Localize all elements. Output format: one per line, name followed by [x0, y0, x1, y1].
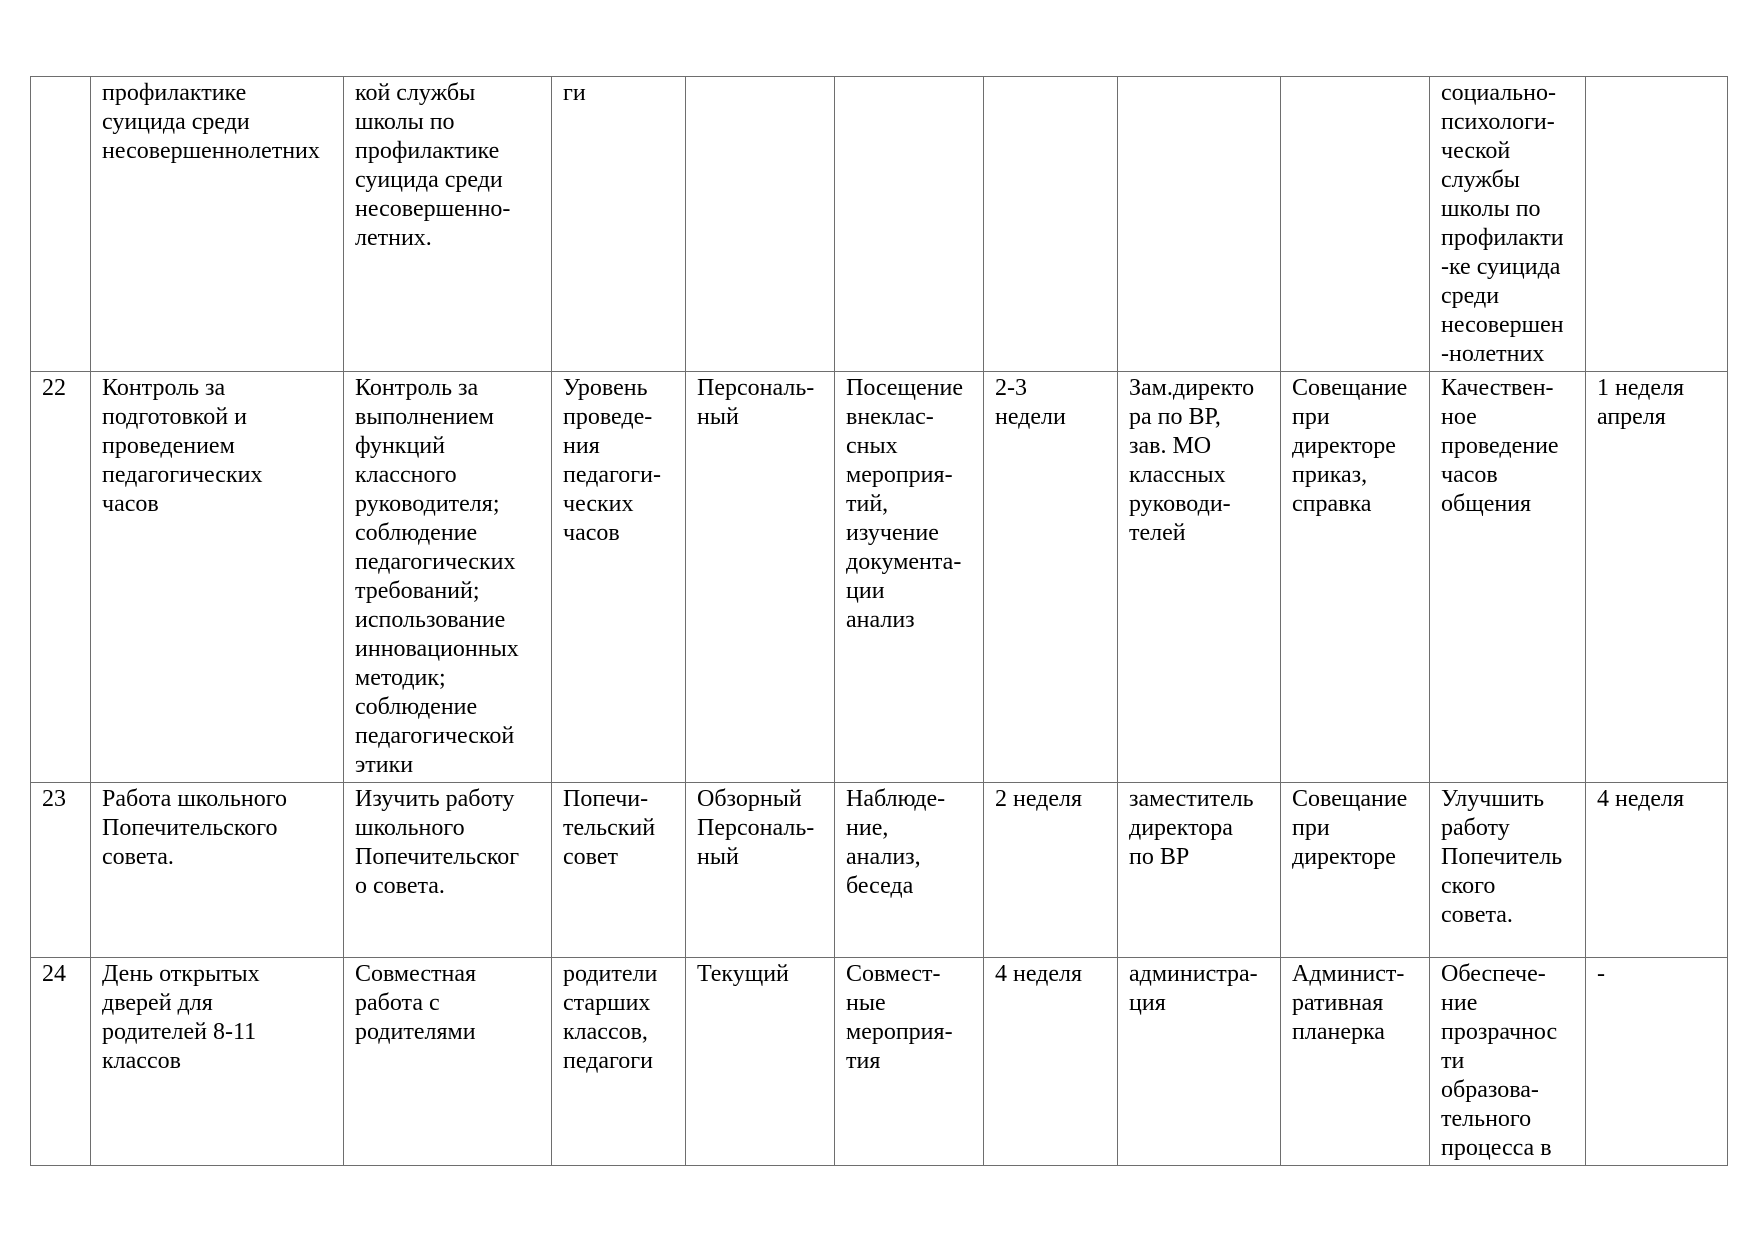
responsible-cell — [1118, 77, 1281, 372]
control-topic-cell: День открытых дверей для родителей 8-11 классов — [91, 958, 344, 1166]
control-type-cell: Обзорный Персональ- ный — [686, 783, 835, 958]
control-object-cell: Попечи- тельский совет — [552, 783, 686, 958]
table-row — [31, 77, 1728, 372]
control-methods-cell: Посещение внеклас- сных мероприя- тий, изучение документа- ции анализ — [835, 372, 984, 783]
control-goal-cell: Изучить работу школьного Попечительског о совета. — [344, 783, 552, 958]
deadline-cell: 4 неделя — [1586, 783, 1728, 958]
result-form-cell: Совещание при директоре — [1281, 783, 1430, 958]
deadline-cell — [1586, 77, 1728, 372]
control-methods-cell: Наблюде- ние, анализ, беседа — [835, 783, 984, 958]
control-period-cell: 2 неделя — [984, 783, 1118, 958]
row-number-cell: 22 — [31, 372, 91, 783]
result-form-cell — [1281, 77, 1430, 372]
deadline-cell: 1 неделя апреля — [1586, 372, 1728, 783]
control-type-cell: Персональ- ный — [686, 372, 835, 783]
control-period-cell: 2-3 недели — [984, 372, 1118, 783]
control-period-cell: 4 неделя — [984, 958, 1118, 1166]
control-methods-cell — [835, 77, 984, 372]
table-row — [31, 958, 1728, 1166]
control-type-cell — [686, 77, 835, 372]
row-number-cell: 24 — [31, 958, 91, 1166]
table-row — [31, 783, 1728, 958]
control-object-cell: ги — [552, 77, 686, 372]
responsible-cell: администра- ция — [1118, 958, 1281, 1166]
control-methods-cell: Совмест- ные мероприя- тия — [835, 958, 984, 1166]
responsible-cell: заместитель директора по ВР — [1118, 783, 1281, 958]
control-goal-cell: Совместная работа с родителями — [344, 958, 552, 1166]
control-type-cell: Текущий — [686, 958, 835, 1166]
result-form-cell: Совещание при директоре приказ, справка — [1281, 372, 1430, 783]
control-topic-cell: Работа школьного Попечительского совета. — [91, 783, 344, 958]
expected-result-cell: социально- психологи- ческой службы школы по профилакти -ке суицида среди несовершен -нолетних — [1430, 77, 1586, 372]
result-form-cell: Админист- ративная планерка — [1281, 958, 1430, 1166]
deadline-cell: - — [1586, 958, 1728, 1166]
control-period-cell — [984, 77, 1118, 372]
table-row — [31, 372, 1728, 783]
control-goal-cell: Контроль за выполнением функций классного руководителя; соблюдение педагогических требований; использование инновационных методик; соблюдение педагогической этики — [344, 372, 552, 783]
control-object-cell: Уровень проведе- ния педагоги- ческих часов — [552, 372, 686, 783]
control-topic-cell: Контроль за подготовкой и проведением педагогических часов — [91, 372, 344, 783]
control-topic-cell: профилактике суицида среди несовершеннолетних — [91, 77, 344, 372]
control-object-cell: родители старших классов, педагоги — [552, 958, 686, 1166]
responsible-cell: Зам.директо ра по ВР, зав. МО классных руководи- телей — [1118, 372, 1281, 783]
control-plan-table — [30, 76, 1728, 1166]
row-number-cell — [31, 77, 91, 372]
control-goal-cell: кой службы школы по профилактике суицида среди несовершенно- летних. — [344, 77, 552, 372]
row-number-cell: 23 — [31, 783, 91, 958]
expected-result-cell: Улучшить работу Попечитель ского совета. — [1430, 783, 1586, 958]
expected-result-cell: Качествен- ное проведение часов общения — [1430, 372, 1586, 783]
expected-result-cell: Обеспече- ние прозрачнос ти образова- тельного процесса в — [1430, 958, 1586, 1166]
